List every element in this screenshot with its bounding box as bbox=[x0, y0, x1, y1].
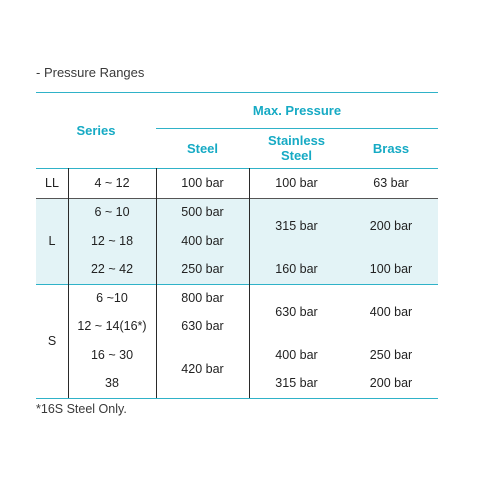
brass-cell: 200 bar bbox=[369, 219, 413, 233]
series-label-ll: LL bbox=[45, 175, 59, 190]
stainless-header-line1: Stainless bbox=[267, 133, 326, 148]
steel-cell: 400 bar bbox=[181, 233, 224, 248]
brass-cell: 400 bar bbox=[369, 305, 413, 319]
stainless-cell: 160 bar bbox=[275, 262, 318, 276]
size-cell: 12 ~ 14(16*) bbox=[77, 319, 147, 333]
table-bottom-rule bbox=[36, 398, 438, 399]
steel-cell: 800 bar bbox=[181, 290, 224, 305]
brass-cell: 250 bar bbox=[369, 347, 413, 362]
series-label-s: S bbox=[47, 333, 57, 348]
stainless-steel-header bbox=[249, 128, 344, 168]
stainless-cell: 400 bar bbox=[275, 347, 318, 362]
steel-header: Steel bbox=[186, 140, 219, 156]
steel-cell: 630 bar bbox=[181, 319, 224, 333]
steel-cell: 500 bar bbox=[181, 205, 224, 219]
brass-cell: 200 bar bbox=[369, 376, 413, 390]
steel-cell: 250 bar bbox=[181, 262, 224, 276]
stainless-header-line2: Steel bbox=[280, 148, 313, 163]
brass-cell: 100 bar bbox=[369, 262, 413, 276]
steel-cell: 100 bar bbox=[181, 175, 224, 190]
size-cell: 22 ~ 42 bbox=[90, 262, 134, 276]
series-label-l: L bbox=[48, 233, 56, 248]
brass-header: Brass bbox=[372, 140, 410, 156]
size-cell: 12 ~ 18 bbox=[90, 233, 134, 248]
footnote: *16S Steel Only. bbox=[36, 402, 127, 416]
stainless-cell: 100 bar bbox=[275, 175, 318, 190]
series-header: Series bbox=[76, 122, 116, 138]
max-pressure-header: Max. Pressure bbox=[252, 102, 342, 118]
pressure-ranges-table bbox=[36, 92, 438, 399]
stainless-cell: 315 bar bbox=[275, 376, 318, 390]
stainless-cell: 315 bar bbox=[275, 219, 318, 233]
size-cell: 6 ~10 bbox=[96, 290, 128, 305]
steel-cell: 420 bar bbox=[181, 362, 224, 376]
brass-cell: 63 bar bbox=[373, 175, 409, 190]
size-cell: 38 bbox=[105, 376, 119, 390]
table-caption: - Pressure Ranges bbox=[36, 65, 145, 80]
stainless-cell: 630 bar bbox=[275, 305, 318, 319]
size-cell: 16 ~ 30 bbox=[90, 347, 134, 362]
size-cell: 4 ~ 12 bbox=[94, 175, 130, 190]
size-cell: 6 ~ 10 bbox=[94, 205, 130, 219]
